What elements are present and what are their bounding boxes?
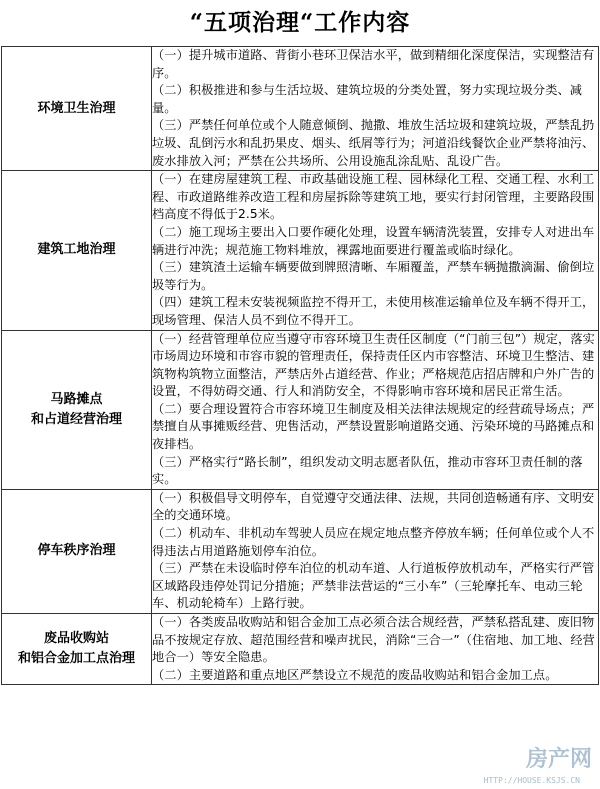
content-item: （一）积极倡导文明停车，自觉遵守交通法律、法规，共同创造畅通有序、文明安全的交通环境。 [152, 490, 595, 523]
content-cell [152, 489, 599, 613]
category-label: 环境卫生治理 [37, 100, 116, 116]
content-cell [152, 171, 599, 330]
table-row [2, 614, 599, 685]
content-cell [152, 330, 599, 489]
content-item: （三）严格实行“路长制”，组织发动文明志愿者队伍，推动市容环卫责任制的落实。 [152, 454, 583, 487]
category-cell [2, 614, 152, 685]
category-label: 马路摊点 和占道经营治理 [30, 391, 122, 427]
content-item: （一）在建房屋建筑工程、市政基础设施工程、园林绿化工程、交通工程、水利工程、市政道路维养改造工程和房屋拆除等建筑工地，要实行封闭管理，主要路段围档高度不得低于2.5米。 [152, 172, 595, 222]
work-content-table [1, 46, 599, 685]
content-item: （三）建筑渣土运输车辆要做到牌照清晰、车厢覆盖，严禁车辆抛撒滴漏、偷倒垃圾等行为。 [152, 260, 595, 292]
watermark-logo: 房产网 [525, 747, 592, 772]
category-cell [2, 489, 152, 613]
content-item: （二）机动车、非机动车驾驶人员应在规定地点整齐停放车辆；任何单位或个人不得违法占用道路施划停车泊位。 [152, 526, 595, 558]
table-row [2, 330, 599, 489]
watermark-url: HTTP://HOUSE.KSJS.CN [483, 776, 580, 785]
content-item: （二）积极推进和参与生活垃圾、建筑垃圾的分类处置，努力实现垃圾分类、减量。 [152, 83, 583, 115]
category-cell [2, 171, 152, 330]
table-row [2, 171, 599, 330]
content-item: （二）施工现场主要出入口要作硬化处理，设置车辆清洗装置，安排专人对进出车辆进行冲洗；规范施工物料堆放，裸露地面要进行覆盖或临时绿化。 [152, 224, 595, 257]
category-label: 废品收购站 和铝合金加工点治理 [17, 631, 135, 667]
content-item: （一）各类废品收购站和铝合金加工点必须合法合规经营，严禁私搭乱建、废旧物品不按规定存放、超范围经营和噪声扰民，消除“三合一”（住宿地、加工地、经营地合一）等安全隐患。 [152, 615, 595, 665]
content-item: （三）严禁在未设临时停车泊位的机动车道、人行道板停放机动车，严格实行严管区域路段违停处罚记分措施；严禁非法营运的“三小车”（三轮摩托车、电动三轮车、机动轮椅车）上路行驶。 [152, 561, 595, 611]
content-item: （四）建筑工程未安装视频监控不得开工，未使用核准运输单位及车辆不得开工，现场管理、保洁人员不到位不得开工。 [152, 295, 595, 327]
category-label: 建筑工地治理 [37, 242, 116, 258]
table-row [2, 47, 599, 171]
category-label: 停车秩序治理 [37, 543, 116, 559]
content-cell [152, 47, 599, 171]
content-item: （二）主要道路和重点地区严禁设立不规范的废品收购站和铝合金加工点。 [152, 667, 558, 682]
content-item: （三）严禁任何单位或个人随意倾倒、抛撒、堆放生活垃圾和建筑垃圾，严禁乱扔垃圾、乱倒污水和乱扔果皮、烟头、纸屑等行为；河道沿线餐饮企业严禁将油污、废水排放入河；严禁在公共场所、公用设施乱涂乱贴、乱设广告。 [152, 118, 595, 168]
table-body [2, 47, 599, 685]
content-cell [152, 614, 599, 685]
table-row [2, 489, 599, 613]
content-item: （一）经营管理单位应当遵守市容环境卫生责任区制度（“门前三包”）规定，落实市场周边环境和市容市貌的管理责任，保持责任区内市容整洁、环境卫生整洁、建筑物构筑物立面整洁，严禁店外占道经营、作业；严格规范店招店牌和户外广告的设置，不得妨碍交通、行人和消防安全，不得影响市容环境和居民正常生活。 [152, 331, 595, 399]
document-title: “五项治理“工作内容 [189, 9, 411, 36]
content-item: （一）提升城市道路、背街小巷环卫保洁水平，做到精细化深度保洁，实现整洁有序。 [152, 48, 595, 80]
content-item: （二）要合理设置符合市容环境卫生制度及相关法律法规规定的经营疏导场点；严禁擅自从事摊贩经营、兜售活动，严禁设置影响道路交通、污染环境的马路摊点和夜排档。 [152, 401, 595, 452]
category-cell [2, 47, 152, 171]
category-cell [2, 330, 152, 489]
